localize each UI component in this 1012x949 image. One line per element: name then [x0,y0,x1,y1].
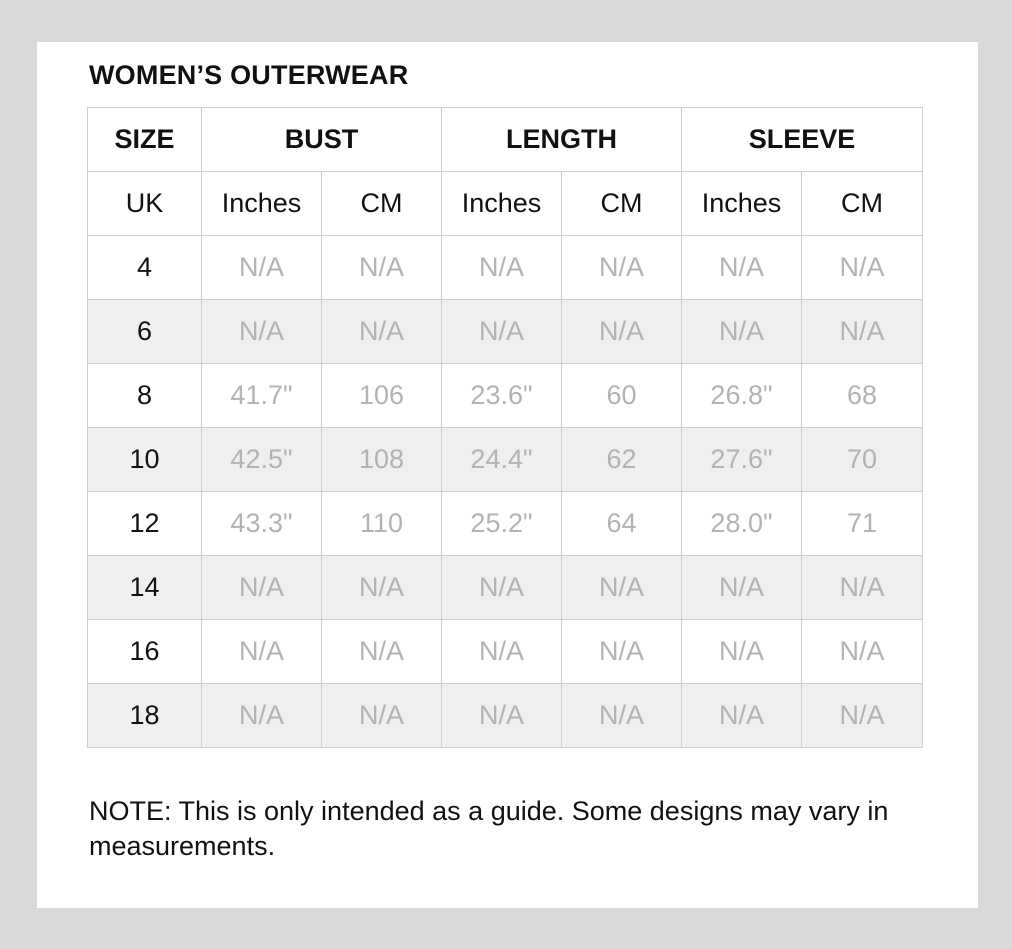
size-cell: 6 [88,300,202,364]
unit-size-uk: UK [88,172,202,236]
bust-cm-cell: N/A [322,236,442,300]
length-cm-cell: N/A [562,300,682,364]
sleeve-inches-cell: N/A [682,556,802,620]
length-cm-cell: N/A [562,236,682,300]
bust-cm-cell: 108 [322,428,442,492]
sleeve-inches-cell: 27.6" [682,428,802,492]
length-cm-cell: 60 [562,364,682,428]
sleeve-inches-cell: N/A [682,300,802,364]
length-cm-cell: N/A [562,556,682,620]
table-row [88,428,923,492]
sleeve-cm-cell: N/A [802,300,923,364]
sleeve-cm-cell: N/A [802,236,923,300]
bust-cm-cell: N/A [322,620,442,684]
length-inches-cell: N/A [442,620,562,684]
size-cell: 14 [88,556,202,620]
table-row [88,556,923,620]
unit-length-cm: CM [562,172,682,236]
unit-sleeve-cm: CM [802,172,923,236]
size-chart-table [87,107,923,748]
sleeve-cm-cell: N/A [802,684,923,748]
length-cm-cell: 62 [562,428,682,492]
sleeve-cm-cell: 70 [802,428,923,492]
sleeve-cm-cell: 71 [802,492,923,556]
bust-inches-cell: N/A [202,684,322,748]
unit-sleeve-inches: Inches [682,172,802,236]
bust-cm-cell: N/A [322,556,442,620]
length-inches-cell: 24.4" [442,428,562,492]
length-inches-cell: N/A [442,684,562,748]
header-bust: BUST [202,108,442,172]
bust-inches-cell: N/A [202,236,322,300]
length-inches-cell: 23.6" [442,364,562,428]
bust-inches-cell: 42.5" [202,428,322,492]
length-cm-cell: N/A [562,620,682,684]
sleeve-cm-cell: N/A [802,556,923,620]
sleeve-inches-cell: N/A [682,236,802,300]
size-cell: 8 [88,364,202,428]
size-cell: 12 [88,492,202,556]
unit-length-inches: Inches [442,172,562,236]
length-inches-cell: 25.2" [442,492,562,556]
bust-cm-cell: 110 [322,492,442,556]
table-header-row [88,108,923,172]
bust-cm-cell: 106 [322,364,442,428]
size-cell: 18 [88,684,202,748]
sleeve-inches-cell: 28.0" [682,492,802,556]
bust-inches-cell: 43.3" [202,492,322,556]
unit-bust-cm: CM [322,172,442,236]
header-length: LENGTH [442,108,682,172]
size-guide-card [37,42,978,908]
length-cm-cell: N/A [562,684,682,748]
bust-cm-cell: N/A [322,300,442,364]
sleeve-inches-cell: N/A [682,684,802,748]
length-inches-cell: N/A [442,556,562,620]
page-title: WOMEN’S OUTERWEAR [89,60,409,90]
unit-bust-inches: Inches [202,172,322,236]
table-row [88,236,923,300]
header-sleeve: SLEEVE [682,108,923,172]
size-cell: 16 [88,620,202,684]
table-row [88,300,923,364]
sleeve-inches-cell: 26.8" [682,364,802,428]
bust-inches-cell: N/A [202,300,322,364]
header-size: SIZE [88,108,202,172]
bust-inches-cell: N/A [202,556,322,620]
size-cell: 4 [88,236,202,300]
size-cell: 10 [88,428,202,492]
length-cm-cell: 64 [562,492,682,556]
sleeve-inches-cell: N/A [682,620,802,684]
table-row [88,492,923,556]
bust-cm-cell: N/A [322,684,442,748]
bust-inches-cell: 41.7" [202,364,322,428]
length-inches-cell: N/A [442,236,562,300]
table-units-row [88,172,923,236]
length-inches-cell: N/A [442,300,562,364]
guide-note: NOTE: This is only intended as a guide. Some designs may vary in measurements. [89,796,889,861]
table-row [88,364,923,428]
table-row [88,620,923,684]
sleeve-cm-cell: 68 [802,364,923,428]
bust-inches-cell: N/A [202,620,322,684]
sleeve-cm-cell: N/A [802,620,923,684]
table-row [88,684,923,748]
